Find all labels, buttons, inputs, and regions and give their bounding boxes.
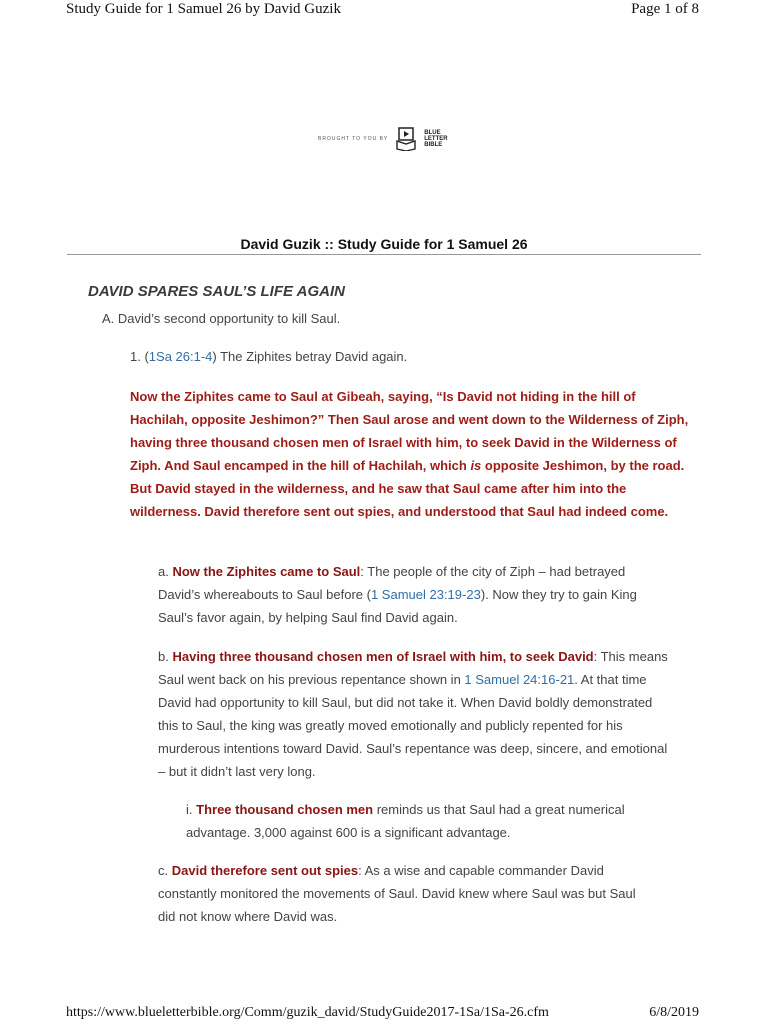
para-a-highlight: Now the Ziphites came to Saul: [172, 564, 361, 579]
scripture-ref-link[interactable]: 1Sa 26:1-4: [148, 349, 213, 364]
footer-date: 6/8/2019: [649, 1005, 699, 1020]
blue-letter-bible-wordmark: [424, 130, 447, 148]
commentary-para-i: [186, 798, 668, 844]
para-b-label: b.: [158, 649, 173, 664]
scripture-quote: [130, 385, 690, 523]
para-c-text: : As a wise and capable commander David constantly monitored the movements of Saul. David knew where Saul was but Saul did not know where David was.: [158, 863, 636, 924]
point-1-suffix: ) The Ziphites betray David again.: [212, 349, 408, 364]
para-c-highlight: David therefore sent out spies: [171, 863, 359, 878]
brand-banner[interactable]: [318, 127, 448, 151]
para-i-label: i.: [186, 802, 197, 817]
scripture-part-1: Now the Ziphites came to Saul at Gibeah, saying, “Is David not hiding in the hill of Hachilah, opposite Jeshimon?” Then Saul arose and went down to the Wilderness of Ziph, having three thousand chosen men of Israel with him, to seek David in the Wilderness of Ziph. And Saul encamped in the hill of Hachilah, which: [130, 389, 689, 473]
section-heading: DAVID SPARES SAUL’S LIFE AGAIN: [88, 283, 345, 300]
title-divider: [67, 254, 701, 255]
logo-line-1: BLUE: [424, 130, 441, 136]
footer-url: https://www.blueletterbible.org/Comm/guzik_david/StudyGuide2017-1Sa/1Sa-26.cfm: [66, 1005, 549, 1020]
commentary-para-c: [158, 859, 648, 928]
para-b-text-1: : This means Saul went back on his previous repentance shown in: [158, 649, 668, 687]
para-b-highlight: Having three thousand chosen men of Israel with him, to seek David: [172, 649, 594, 664]
blue-letter-bible-logo-icon: [396, 127, 416, 151]
scripture-italic: is: [470, 458, 482, 473]
para-i-text: reminds us that Saul had a great numerical advantage. 3,000 against 600 is a significant advantage.: [186, 802, 625, 840]
brought-by-label: BROUGHT TO YOU BY: [318, 136, 389, 142]
outline-point-1: [130, 345, 407, 368]
para-b-ref-link[interactable]: 1 Samuel 24:16-21: [464, 672, 575, 687]
para-a-text-2: ). Now they try to gain King Saul’s favor again, by helping Saul find David again.: [158, 587, 637, 625]
para-a-ref-link[interactable]: 1 Samuel 23:19-23: [370, 587, 481, 602]
commentary-para-b: [158, 645, 668, 783]
logo-line-3: BIBLE: [424, 142, 443, 148]
para-b-text-2: . At that time David had opportunity to kill Saul, but did not take it. When David boldly demonstrated this to Saul, the king was greatly moved emotionally and publicly repented for his murderous intentions toward David. Saul’s repentance was deep, sincere, and emotional – but it didn’t last very long.: [158, 672, 668, 779]
page-number: Page 1 of 8: [631, 1, 699, 17]
commentary-para-a: [158, 560, 668, 629]
logo-line-2: LETTER: [424, 136, 448, 142]
print-footer: [66, 1005, 699, 1021]
para-c-label: c.: [158, 863, 172, 878]
print-header: [66, 1, 699, 18]
header-title: Study Guide for 1 Samuel 26 by David Guzik: [66, 1, 341, 17]
para-a-label: a.: [158, 564, 173, 579]
point-1-prefix: 1. (: [130, 349, 149, 364]
scripture-part-2: opposite Jeshimon, by the road. But David stayed in the wilderness, and he saw that Saul came after him into the wilderness. David therefore sent out spies, and understood that Saul had indeed come.: [130, 458, 685, 519]
para-a-text-1: : The people of the city of Ziph – had betrayed David’s whereabouts to Saul before (: [158, 564, 626, 602]
page-title: David Guzik :: Study Guide for 1 Samuel 26: [240, 236, 528, 252]
outline-point-a: A. David’s second opportunity to kill Saul.: [102, 311, 341, 326]
para-i-highlight: Three thousand chosen men: [196, 802, 374, 817]
